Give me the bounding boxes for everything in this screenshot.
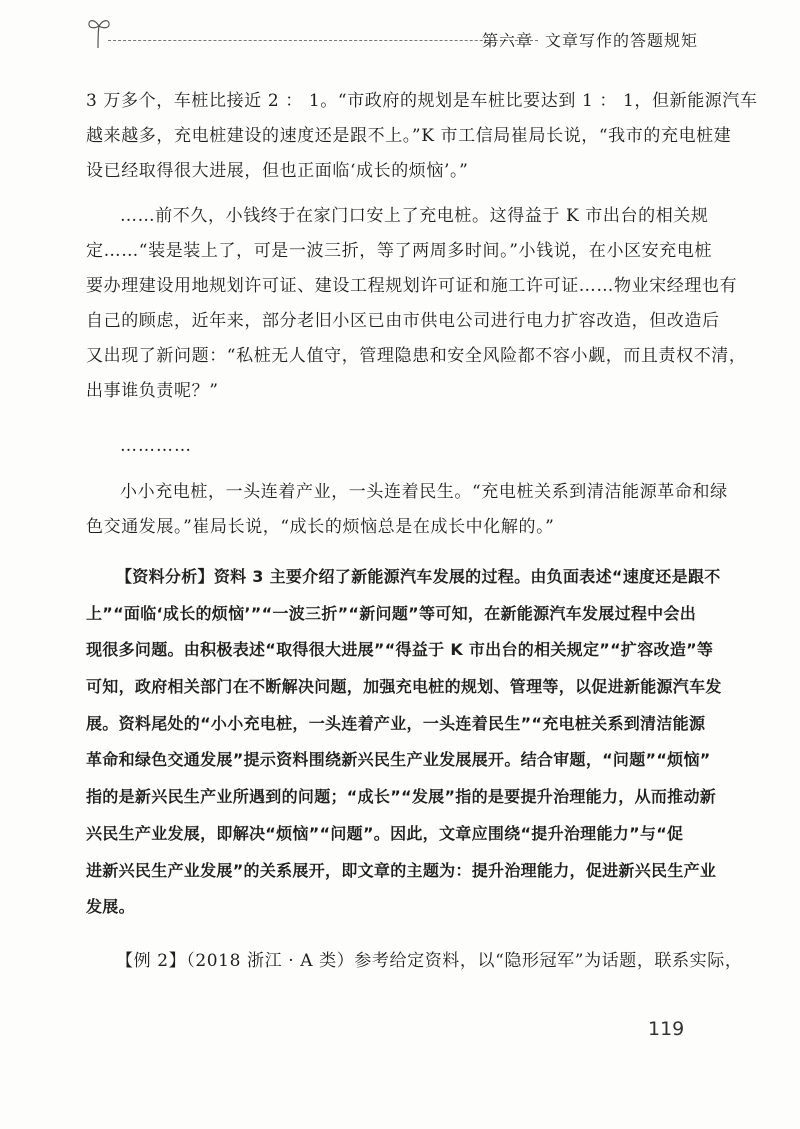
text-line: 展。资料尾处的“小小充电桩，一头连着产业，一头连着民生”“充电桩关系到清洁能源 [86,713,706,733]
text-line: 上”“面临‘成长的烦恼’”“一波三折”“新问题”等可知，在新能源汽车发展过程中会出 [86,603,697,623]
text-line: ……前不久，小钱终于在家门口安上了充电桩。这得益于 K 市出台的相关规 [120,206,709,226]
text-line: 革命和绿色交通发展”提示资料围绕新兴民生产业发展展开。结合审题，“问题”“烦恼” [86,750,711,770]
analysis-block [86,559,722,926]
paragraph-3 [86,475,728,545]
text-line: 出事谁负责呢？” [86,381,219,401]
text-line: 色交通发展。”崔局长说，“成长的烦恼总是在成长中化解的。” [86,517,555,537]
example-line [86,944,743,979]
text-line: 兴民生产业发展，即解决“烦恼”“问题”。因此，文章应围绕“提升治理能力”与“促 [86,823,684,843]
ellipsis: ………… [120,436,192,456]
header-title [482,28,698,51]
example-label: 【例 2】 [116,951,187,971]
text-line: 小小充电桩，一头连着产业，一头连着民生。“充电桩关系到清洁能源革命和绿 [120,482,728,502]
page-number: 119 [648,1018,685,1040]
text-line: 自己的顾虑，近年来，部分老旧小区已由市供电公司进行电力扩容改造，但改造后 [86,311,720,331]
text-line: 指的是新兴民生产业所遇到的问题；“成长”“发展”指的是要提升治理能力，从而推动新 [86,787,717,807]
text-line: 3 万多个，车桩比接近 2 ： 1。“市政府的规划是车桩比要达到 1 ： 1，但新能源汽车 [86,91,758,111]
running-header [86,14,700,54]
chapter-label: 第六章 [481,31,533,50]
text-line: 定……“装是装上了，可是一波三折，等了两周多时间。”小钱说，在小区安充电桩 [86,241,713,261]
section-title: 文章写作的答题规矩 [544,31,698,50]
header-rule [108,40,538,41]
example-text: （2018 浙江 · A 类）参考给定资料，以“隐形冠军”为话题，联系实际， [186,951,743,971]
analysis-label: 【资料分析】 [116,567,214,586]
paragraph-1 [86,84,758,189]
text-line: 又出现了新问题：“私桩无人值守，管理隐患和安全风险都不容小觑，而且责权不清， [86,346,747,366]
text-line: 发展。 [86,897,135,917]
text-line: 资料 3 主要介绍了新能源汽车发展的过程。由负面表述“速度还是跟不 [213,567,721,586]
text-line: 设已经取得很大进展，但也正面临‘成长的烦恼’。” [86,161,469,181]
sprout-icon [86,14,112,50]
text-line: 越来越多，充电桩建设的速度还是跟不上。”K 市工信局崔局长说，“我市的充电桩建 [86,126,732,146]
text-line: 现很多问题。由积极表述“取得很大进展”“得益于 K 市出台的相关规定”“扩容改造”等 [86,640,714,660]
text-line: 要办理建设用地规划许可证、建设工程规划许可证和施工许可证……物业宋经理也有 [86,276,738,296]
text-line: 可知，政府相关部门在不断解决问题，加强充电桩的规划、管理等，以促进新能源汽车发 [86,677,722,697]
paragraph-2 [86,199,747,409]
text-line: 进新兴民生产业发展”的关系展开，即文章的主题为：提升治理能力，促进新兴民生产业 [86,860,717,880]
